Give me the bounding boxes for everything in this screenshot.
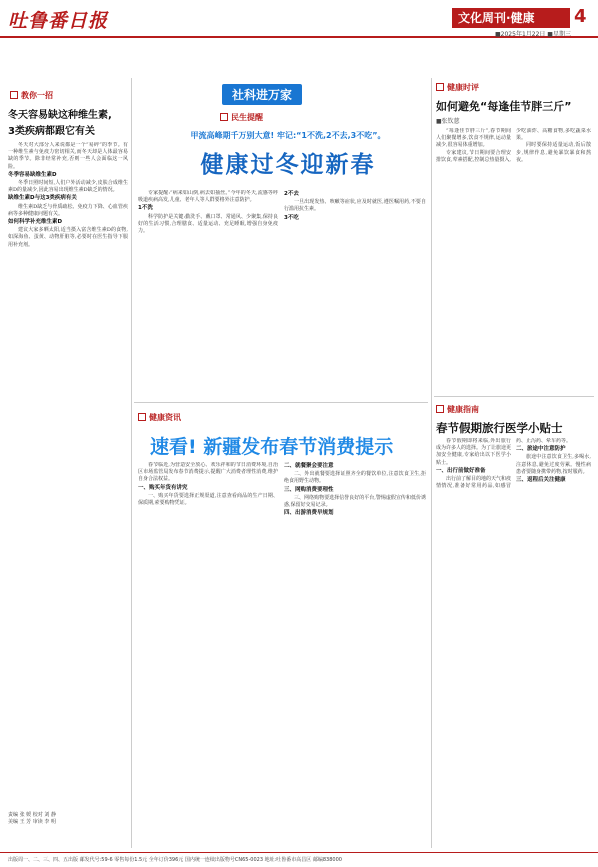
right-column-tag-2: 健康指南 <box>436 404 479 415</box>
center-article-body-left <box>138 190 278 398</box>
left-column-tag: 教你一招 <box>10 90 53 101</box>
left-headline-2: 3类疾病都跟它有关 <box>8 126 95 137</box>
paragraph: 旅途中注意饮食卫生,多喝水,注意休息,避免过度劳累。慢性病患者要随身携带药物,按时服药。 <box>516 454 591 475</box>
newspaper-logo: 吐鲁番日报 <box>8 10 109 32</box>
right-byline: ■张钦慈 <box>436 118 460 125</box>
subhead: 1不洗 <box>138 205 153 212</box>
paragraph: 一、购买年货要选择正规渠道,注意查看商品的生产日期、保质期,索要购物凭证。 <box>138 492 278 507</box>
masthead <box>0 0 598 38</box>
right-article2-body <box>436 438 591 846</box>
subhead: 如何科学补充维生素D <box>8 219 63 226</box>
footer: 出版周一、二、三、四、五出版 邮发代号:59-6 零售每份1.5元 全年订价396元 国内统一连续出版物号CN65-0023 地址:吐鲁番市高昌区 邮编838000 <box>0 852 598 867</box>
left-headline-1: 冬天容易缺这种维生素, <box>8 110 112 121</box>
subhead: 一、购买年货有讲究 <box>138 484 188 491</box>
subhead: 冬季容易缺维生素D <box>8 171 57 178</box>
right-headline-2: 春节假期旅行医学小贴士 <box>436 421 563 435</box>
column-divider <box>131 78 132 848</box>
paragraph: 专家提醒:“病来如山倒,病去如抽丝。”今年的冬天,流感等呼吸道疾病高发,儿童、老年人等人群要格外注意防护。 <box>138 190 278 204</box>
subhead: 一、出行前做好准备 <box>436 467 486 474</box>
paragraph: 维生素D缺乏与骨质疏松、免疫力下降、心血管疾病等多种健康问题有关。 <box>8 203 128 217</box>
subhead: 三、网购消费要理性 <box>284 486 334 493</box>
subhead: 2不去 <box>284 191 299 197</box>
column-divider <box>431 78 432 848</box>
center-article-body-right <box>284 190 426 398</box>
paragraph: 同时要保持适量运动,饭后散步,规律作息,避免暴饮暴食和熬夜。 <box>516 142 591 163</box>
section-title: 文化周刊·健康 <box>452 8 570 28</box>
paragraph: 二、外出就餐要选择证照齐全的餐饮单位,注意饮食卫生,拒绝食用野生动物。 <box>284 471 426 485</box>
section-divider <box>434 396 594 397</box>
right-article-body <box>436 128 591 396</box>
editor-credits <box>8 812 128 826</box>
paragraph: “每逢佳节胖三斤”,春节期间人们聚餐增多,饮食不规律,运动量减少,很容易体重增加。 <box>436 128 511 149</box>
center-sub-tag: 民生提醒 <box>220 112 263 123</box>
subhead: 二、就餐聚会要注意 <box>284 463 334 469</box>
center-headline-2: 速看! 新疆发布春节消费提示 <box>150 436 394 458</box>
section-divider <box>134 402 428 403</box>
paragraph: 春节临近,为营造安全放心、欢乐祥和的节日消费环境,自治区市场监管局发布春节消费提示,提醒广大消费者理性消费,维护自身合法权益。 <box>138 462 278 483</box>
editor-line: 美编 王 芳 审读 李 明 <box>8 819 56 825</box>
page-number: 4 <box>574 6 587 27</box>
subhead: 三、返程后关注健康 <box>516 477 566 484</box>
paragraph: 建议大家多晒太阳,适当摄入富含维生素D的食物,如深海鱼、蛋黄、动物肝脏等,必要时在医生指导下服用补充剂。 <box>8 227 128 248</box>
issue-date: ■2025年1月22日 ■星期三 <box>495 31 571 38</box>
paragraph: 三、网络购物要选择信誉良好的平台,警惕虚假宣传和低价诱惑,保留好交易记录。 <box>284 494 426 509</box>
editor-line: 责编 张 媛 校对 刘 静 <box>8 812 56 818</box>
center-article2-body-right <box>284 462 426 847</box>
paragraph: 专家建议,节日期间要合理安排饮食,荤素搭配,控制总热量摄入,少吃油炸、高糖食物,多吃蔬菜水果。 <box>436 128 591 163</box>
subhead: 四、出游消费早规划 <box>284 510 334 517</box>
paragraph: 出行前了解目的地的天气和疫情情况,准备好常用药品,如感冒药、止泻药、晕车药等。 <box>436 438 572 490</box>
center-tag-2: 健康资讯 <box>138 412 181 423</box>
paragraph: 春节假期即将来临,外出旅行成为许多人的选择。为了让旅途更加安全健康,专家给出以下医学小贴士。 <box>436 438 512 466</box>
paragraph: 一旦出现发热、咳嗽等症状,应及时就医,遵医嘱用药,不要自行滥用抗生素。 <box>284 199 426 213</box>
center-headline: 健康过冬迎新春 <box>200 152 376 178</box>
center-kicker: 甲流高峰期千万别大意! 牢记:“1不洗,2不去,3不吃”。 <box>190 131 386 140</box>
subhead: 缺维生素D与这3类疾病有关 <box>8 195 77 202</box>
paragraph: 科学防护是关键:勤洗手、戴口罩、常通风、少聚集,保持良好的生活习惯,合理膳食、适量运动、充足睡眠,增强自身免疫力。 <box>138 213 278 235</box>
left-article-body <box>8 142 128 808</box>
center-article2-body-left <box>138 462 278 847</box>
subhead: 3不吃 <box>284 214 299 221</box>
right-headline: 如何避免“每逢佳节胖三斤” <box>436 100 572 113</box>
center-column-tag: 社科进万家 <box>222 84 302 105</box>
right-column-tag: 健康时评 <box>436 82 479 93</box>
paragraph: 冬天对大部分人来说都是一个“易碎”的季节。有一种维生素与免疫力密切相关,而冬天却是人体最容易缺的季节。除非经常补充,否则一些人会面临这一风险。 <box>8 142 128 170</box>
paragraph: 冬季日照时间短,人们户外活动减少,皮肤合成维生素D的量减少,因此容易出现维生素D缺乏的情况。 <box>8 180 128 194</box>
subhead: 二、旅途中注意防护 <box>516 446 566 453</box>
